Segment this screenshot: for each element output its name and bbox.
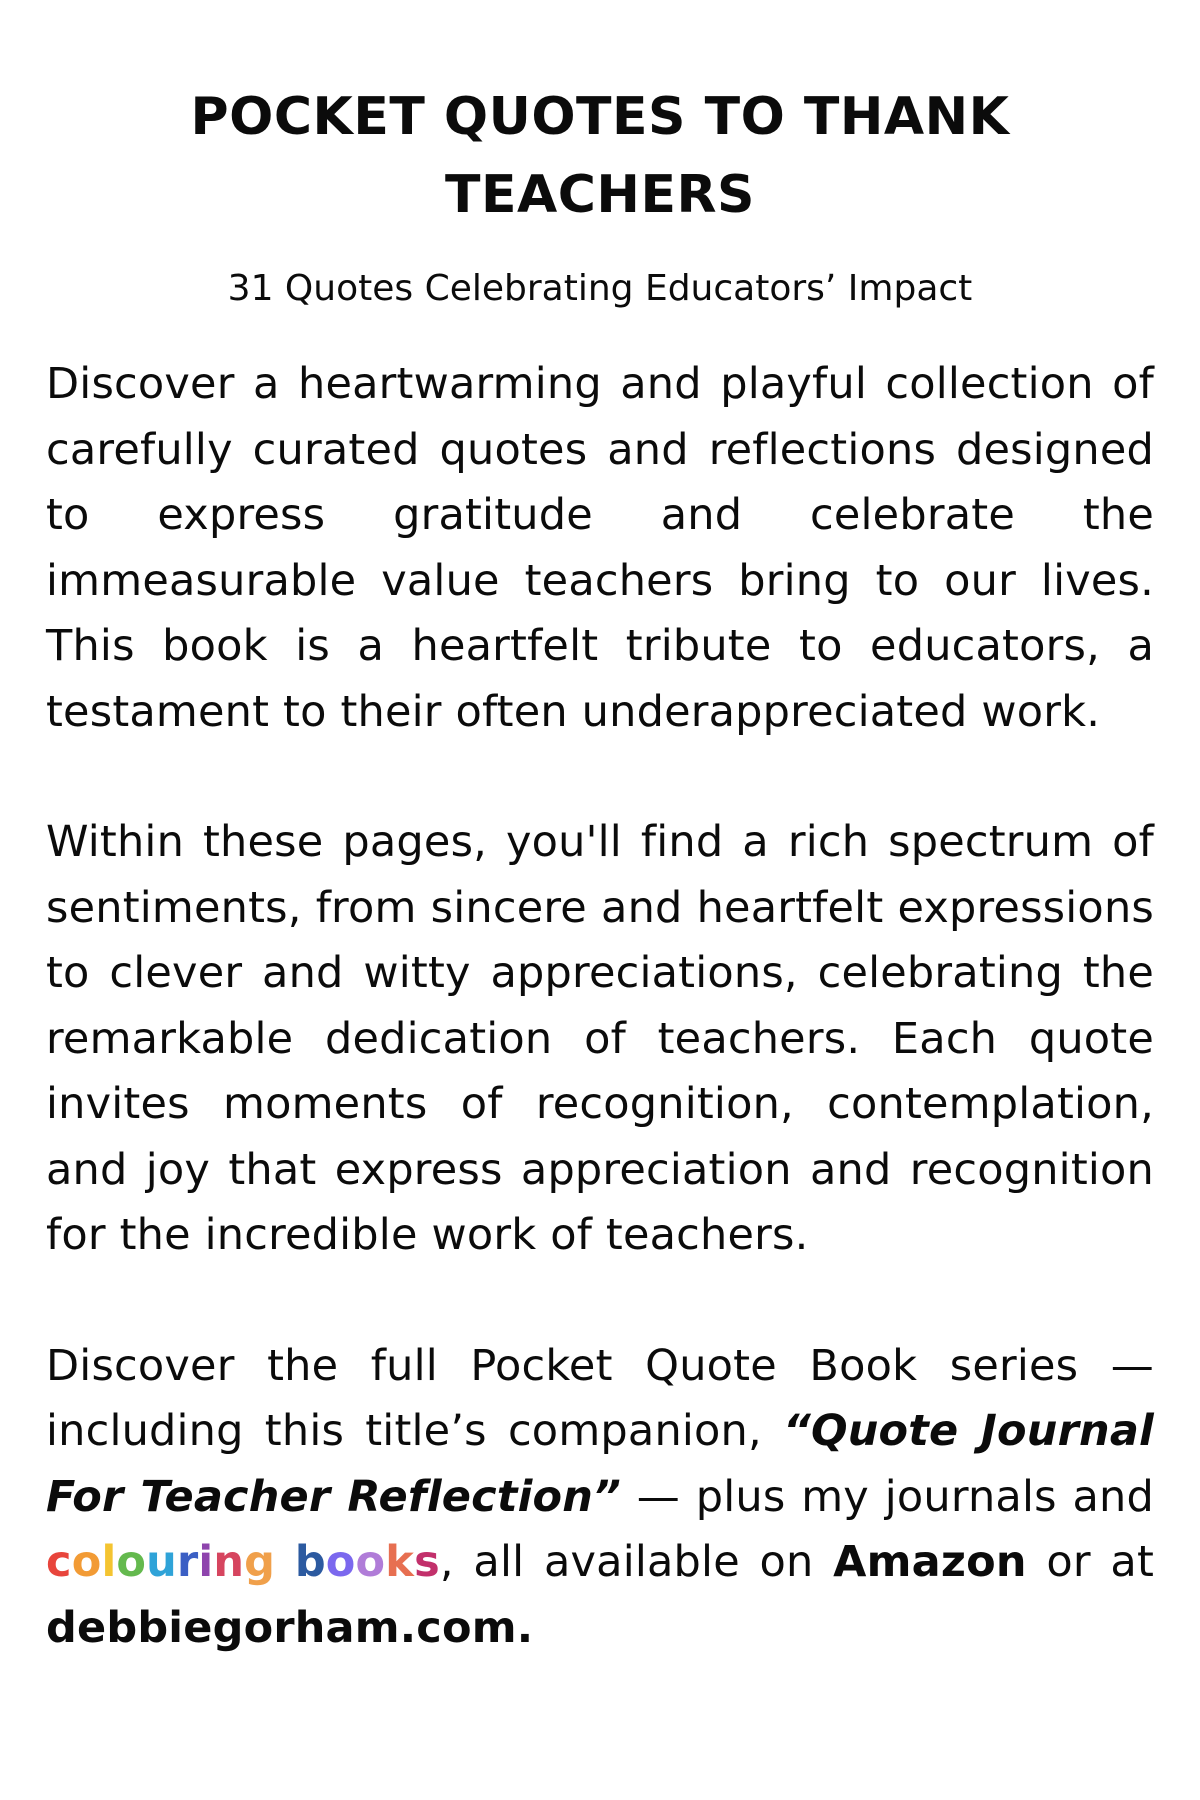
colouring-letter: g [244,1537,276,1587]
amazon-link[interactable]: Amazon [833,1537,1027,1587]
series-text-3: , all available on [439,1537,834,1587]
colouring-letter: u [146,1537,177,1587]
book-subtitle: 31 Quotes Celebrating Educators’ Impact [227,268,973,309]
colouring-letter: l [101,1537,117,1587]
colouring-letter: r [176,1537,199,1587]
colouring-letter: n [213,1537,245,1587]
books-word [295,1537,440,1587]
series-text-4: or at [1026,1537,1155,1587]
series-text-1: Discover the full Pocket Quote Book series — including this title’s companion, [46,1340,1154,1456]
books-letter: s [414,1537,440,1587]
series-text-2: — plus my journals and [620,1471,1154,1522]
description-paragraph-2: Within these pages, you'll find a rich spectrum of sentiments, from sincere and heartfelt expressions to clever and witty appreciations, celebrating the remarkable dedication of teachers. Each quote invites moments of recognition, contemplation, and joy that express appreciation and recognition for the incredible work of teachers. [46,817,1154,1260]
books-letter: k [385,1537,415,1587]
books-letter: b [294,1537,326,1587]
website-link[interactable]: debbiegorham.com. [46,1602,534,1653]
description-paragraph-1: Discover a heartwarming and playful collection of carefully curated quotes and reflections designed to express gratitude and celebrate the immeasurable value teachers bring to our lives. This book is a heartfelt tribute to educators, a testament to their often underappreciated work. [46,359,1154,737]
colouring-word [46,1537,275,1587]
colouring-letter: c [46,1537,72,1587]
colouring-letter: o [71,1537,102,1587]
books-letter: o [355,1537,386,1587]
colouring-letter: i [198,1537,214,1587]
books-letter: o [325,1537,356,1587]
word-space [275,1537,295,1587]
colouring-letter: o [116,1537,147,1587]
book-title: POCKET QUOTES TO THANK TEACHERS [190,87,1010,225]
series-paragraph [46,1334,1154,1662]
companion-title: “Quote Journal For Teacher Reflection” [46,1406,1154,1522]
